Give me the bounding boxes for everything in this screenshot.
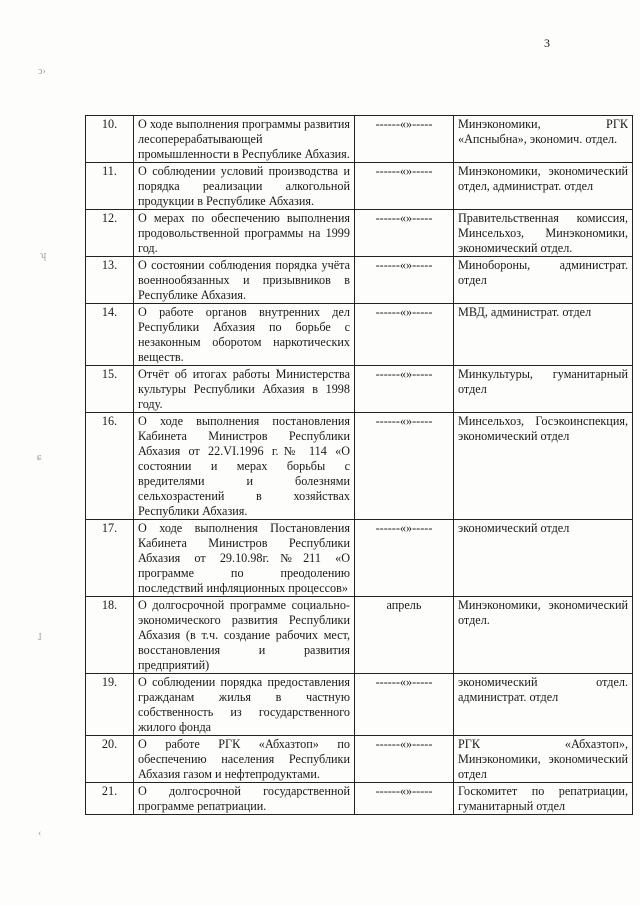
row-responsible: Правительственная комиссия, Минсельхоз, Минэкономики, экономический отдел. <box>454 210 633 257</box>
row-number: 19. <box>86 674 134 736</box>
row-subject: Отчёт об итогах работы Министерства культуры Республики Абхазия в 1998 году. <box>134 366 355 413</box>
table-row <box>86 163 633 210</box>
row-responsible: Минобороны, администрат. отдел <box>454 257 633 304</box>
row-subject: О работе РГК «Абхазтоп» по обеспечению населения Республики Абхазия газом и нефтепродуктами. <box>134 736 355 783</box>
row-term: ------«»----- <box>355 116 454 163</box>
measures-table <box>85 115 633 815</box>
row-term: ------«»----- <box>355 413 454 520</box>
row-number: 14. <box>86 304 134 366</box>
margin-mark: ʮ <box>40 250 47 261</box>
row-responsible: Минсельхоз, Госэкоинспекция, экономический отдел <box>454 413 633 520</box>
row-responsible: МВД, администрат. отдел <box>454 304 633 366</box>
table-row <box>86 597 633 674</box>
table-row <box>86 413 633 520</box>
row-subject: О работе органов внутренних дел Республики Абхазия по борьбе с незаконным оборотом наркотических веществ. <box>134 304 355 366</box>
row-subject: О соблюдении порядка предоставления гражданам жилья в частную собственность из государственного жилого фонда <box>134 674 355 736</box>
row-responsible: Минкультуры, гуманитарный отдел <box>454 366 633 413</box>
margin-mark: ↄ› <box>38 66 46 77</box>
table-row <box>86 783 633 815</box>
row-number: 21. <box>86 783 134 815</box>
row-number: 18. <box>86 597 134 674</box>
row-responsible: Минэкономики, РГК «Апсныбна», экономич. отдел. <box>454 116 633 163</box>
row-subject: О соблюдении условий производства и порядка реализации алкогольной продукции в Республике Абхазия. <box>134 163 355 210</box>
table-row <box>86 736 633 783</box>
table-row <box>86 116 633 163</box>
row-subject: О ходе выполнения постановления Кабинета Министров Республики Абхазия от 22.VI.1996 г.№ 114 «О состоянии и мерах борьбы с вредителями и болезнями сельхозрастений в хозяйствах Республики Абхазия. <box>134 413 355 520</box>
row-term: ------«»----- <box>355 736 454 783</box>
row-subject: О состоянии соблюдения порядка учёта военнообязанных и призывников в Республике Абхазия. <box>134 257 355 304</box>
row-number: 20. <box>86 736 134 783</box>
margin-mark: ɕ <box>37 452 42 463</box>
row-term: ------«»----- <box>355 366 454 413</box>
row-term: ------«»----- <box>355 520 454 597</box>
row-number: 10. <box>86 116 134 163</box>
row-number: 13. <box>86 257 134 304</box>
margin-mark: ‹ <box>38 828 42 839</box>
row-responsible: экономический отдел. администрат. отдел <box>454 674 633 736</box>
table-row <box>86 210 633 257</box>
row-number: 11. <box>86 163 134 210</box>
row-number: 17. <box>86 520 134 597</box>
row-number: 12. <box>86 210 134 257</box>
row-subject: О ходе выполнения Постановления Кабинета Министров Республики Абхазия от 29.10.98г.№211 «О программе по преодолению последствий инфляционных процессов» <box>134 520 355 597</box>
row-subject: О долгосрочной государственной программе репатриации. <box>134 783 355 815</box>
row-subject: О долгосрочной программе социально-экономического развития Республики Абхазия (в т.ч. создание рабочих мест, восстановления и развития предприятий) <box>134 597 355 674</box>
row-responsible: РГК «Абхазтоп», Минэкономики, экономический отдел <box>454 736 633 783</box>
table-row <box>86 366 633 413</box>
table-row <box>86 520 633 597</box>
row-responsible: экономический отдел <box>454 520 633 597</box>
row-term: ------«»----- <box>355 783 454 815</box>
row-term: ------«»----- <box>355 210 454 257</box>
row-responsible: Минэкономики, экономический отдел. <box>454 597 633 674</box>
row-number: 16. <box>86 413 134 520</box>
table-row <box>86 304 633 366</box>
page-number: 3 <box>544 36 550 50</box>
row-responsible: Госкомитет по репатриации, гуманитарный отдел <box>454 783 633 815</box>
row-subject: О ходе выполнения программы развития лесоперерабатывающей промышленности в Республике Абхазия. <box>134 116 355 163</box>
row-term: ------«»----- <box>355 257 454 304</box>
row-term: ------«»----- <box>355 163 454 210</box>
row-term: ------«»----- <box>355 304 454 366</box>
table-row <box>86 674 633 736</box>
row-term: ------«»----- <box>355 674 454 736</box>
row-subject: О мерах по обеспечению выполнения продовольственной программы на 1999 год. <box>134 210 355 257</box>
table-row <box>86 257 633 304</box>
row-responsible: Минэкономики, экономический отдел, администрат. отдел <box>454 163 633 210</box>
row-term: апрель <box>355 597 454 674</box>
row-number: 15. <box>86 366 134 413</box>
margin-mark: ɺ <box>38 632 42 643</box>
